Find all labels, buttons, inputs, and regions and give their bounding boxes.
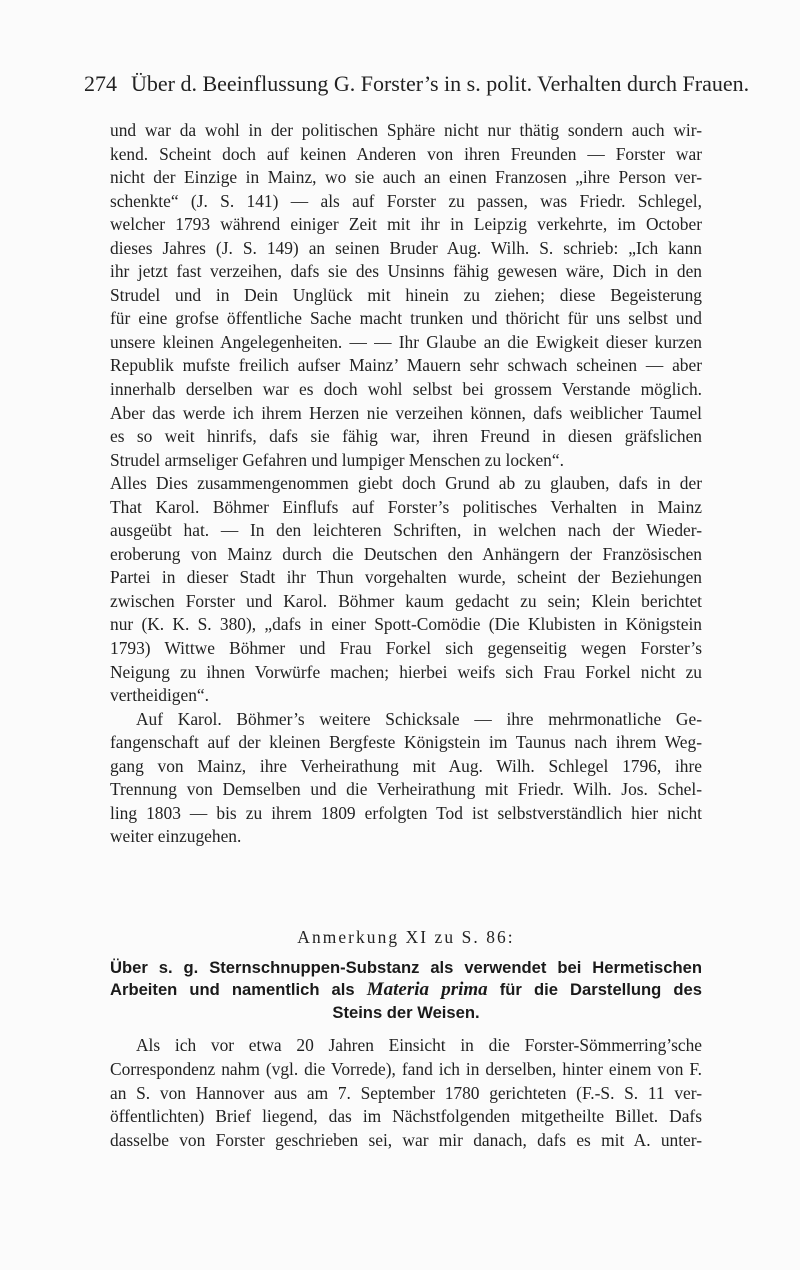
text-line: vertheidigen“.: [110, 685, 209, 706]
text-line: 1793) Wittwe Böhmer und Frau Forkel sich gegenseitig wegen Forster’s: [110, 638, 702, 659]
text-line: Auf Karol. Böhmer’s weitere Schicksale — ihre mehrmonatliche Ge-: [136, 708, 702, 729]
text-line: schenkte“ (J. S. 141) — als auf Forster zu passen, was Friedr. Schlegel,: [110, 190, 702, 211]
note-title: [110, 957, 702, 1025]
text-line: nur (K. K. S. 380), „dafs in einer Spott-Comödie (Die Klubisten in Königstein: [110, 614, 702, 635]
materia-prima-emphasis: Materia prima: [366, 979, 488, 1001]
text-line: für eine grofse öffentliche Sache macht trunken und thöricht für uns selbst und: [110, 308, 702, 329]
text-line: eroberung von Mainz durch die Deutschen den Anhängern der Französischen: [110, 543, 702, 564]
note-text-line: öffentlichten) Brief liegend, das im Nächstfolgenden mitgetheilte Billet. Dafs: [110, 1106, 702, 1127]
text-line: Neigung zu ihnen Vorwürfe machen; hierbei weifs sich Frau Forkel nicht zu: [110, 661, 702, 682]
note-text-line: dasselbe von Forster geschrieben sei, war mir danach, dafs es mit A. unter-: [110, 1129, 702, 1150]
note-title-line: Über s. g. Sternschnuppen-Substanz als verwendet bei Hermetischen: [110, 957, 702, 977]
text-line: ausgeübt hat. — In den leichteren Schriften, in welchen nach der Wieder-: [110, 520, 702, 541]
text-line: kend. Scheint doch auf keinen Anderen von ihren Freunden — Forster war: [110, 143, 702, 164]
running-title: Über d. Beeinflussung G. Forster’s in s. polit. Verhalten durch Frauen.: [131, 71, 750, 96]
text-line: es so weit hinrifs, dafs sie fähig war, ihren Freund in diesen gräfslichen: [110, 426, 702, 447]
text-line: Republik mufste freilich aufser Mainz’ Mauern sehr schwach scheinen — aber: [110, 355, 702, 376]
note-title-line: Steins der Weisen.: [332, 1002, 480, 1022]
note-text-line: Als ich vor etwa 20 Jahren Einsicht in die Forster-Sömmerring’sche: [136, 1035, 702, 1056]
text-line: Alles Dies zusammengenommen giebt doch Grund ab zu glauben, dafs in der: [110, 473, 702, 494]
text-line: welcher 1793 während einiger Zeit mit ihr in Leipzig verkehrte, im October: [110, 214, 702, 235]
text-line: innerhalb derselben war es doch wohl selbst bei grossem Verstande möglich.: [110, 379, 702, 400]
text-line: ling 1803 — bis zu ihrem 1809 erfolgten Tod ist selbstverständlich hier nicht: [110, 802, 702, 823]
text-line: zwischen Forster und Karol. Böhmer kaum gedacht zu sein; Klein berichtet: [110, 590, 702, 611]
main-text: [110, 119, 702, 1152]
note-heading: Anmerkung XI zu S. 86:: [297, 926, 515, 947]
note-title-line: Arbeiten und namentlich als Materia prima für die Darstellung des: [110, 979, 702, 1001]
text-line: That Karol. Böhmer Einflufs auf Forster’s politisches Verhalten in Mainz: [110, 496, 702, 517]
text-line: Partei in dieser Stadt ihr Thun vorgehalten wurde, scheint der Beziehungen: [110, 567, 702, 588]
page-number: 274: [84, 71, 117, 96]
note-text-line: an S. von Hannover aus am 7. September 1780 gerichteten (F.-S. S. 11 ver-: [110, 1082, 702, 1103]
text-line: Strudel armseliger Gefahren und lumpiger Menschen zu locken“.: [110, 449, 564, 470]
text-line: dieses Jahres (J. S. 149) an seinen Bruder Aug. Wilh. S. schrieb: „Ich kann: [110, 237, 702, 258]
page-header: [84, 70, 750, 98]
text-line: fangenschaft auf der kleinen Bergfeste Königstein im Taunus nach ihrem Weg-: [110, 732, 702, 753]
text-line: unsere kleinen Angelegenheiten. — — Ihr Glaube an die Ewigkeit dieser kurzen: [110, 331, 702, 352]
text-line: gang von Mainz, ihre Verheirathung mit Aug. Wilh. Schlegel 1796, ihre: [110, 755, 702, 776]
text-line: Strudel und in Dein Unglück mit hinein zu ziehen; diese Begeisterung: [110, 284, 702, 305]
text-line: nicht der Einzige in Mainz, wo sie auch an einen Franzosen „ihre Person ver-: [110, 167, 702, 188]
text-line: Aber das werde ich ihrem Herzen nie verzeihen können, dafs weiblicher Taumel: [110, 402, 702, 423]
text-line: weiter einzugehen.: [110, 826, 242, 847]
text-line: Trennung von Demselben und die Verheirathung mit Friedr. Wilh. Jos. Schel-: [110, 779, 702, 800]
text-line: ihr jetzt fast verzeihen, dafs sie des Unsinns fähig gewesen wäre, Dich in den: [110, 261, 702, 282]
note-text-line: Correspondenz nahm (vgl. die Vorrede), fand ich in derselben, hinter einem von F.: [110, 1059, 702, 1079]
text-line: und war da wohl in der politischen Sphäre nicht nur thätig sondern auch wir-: [110, 120, 702, 140]
